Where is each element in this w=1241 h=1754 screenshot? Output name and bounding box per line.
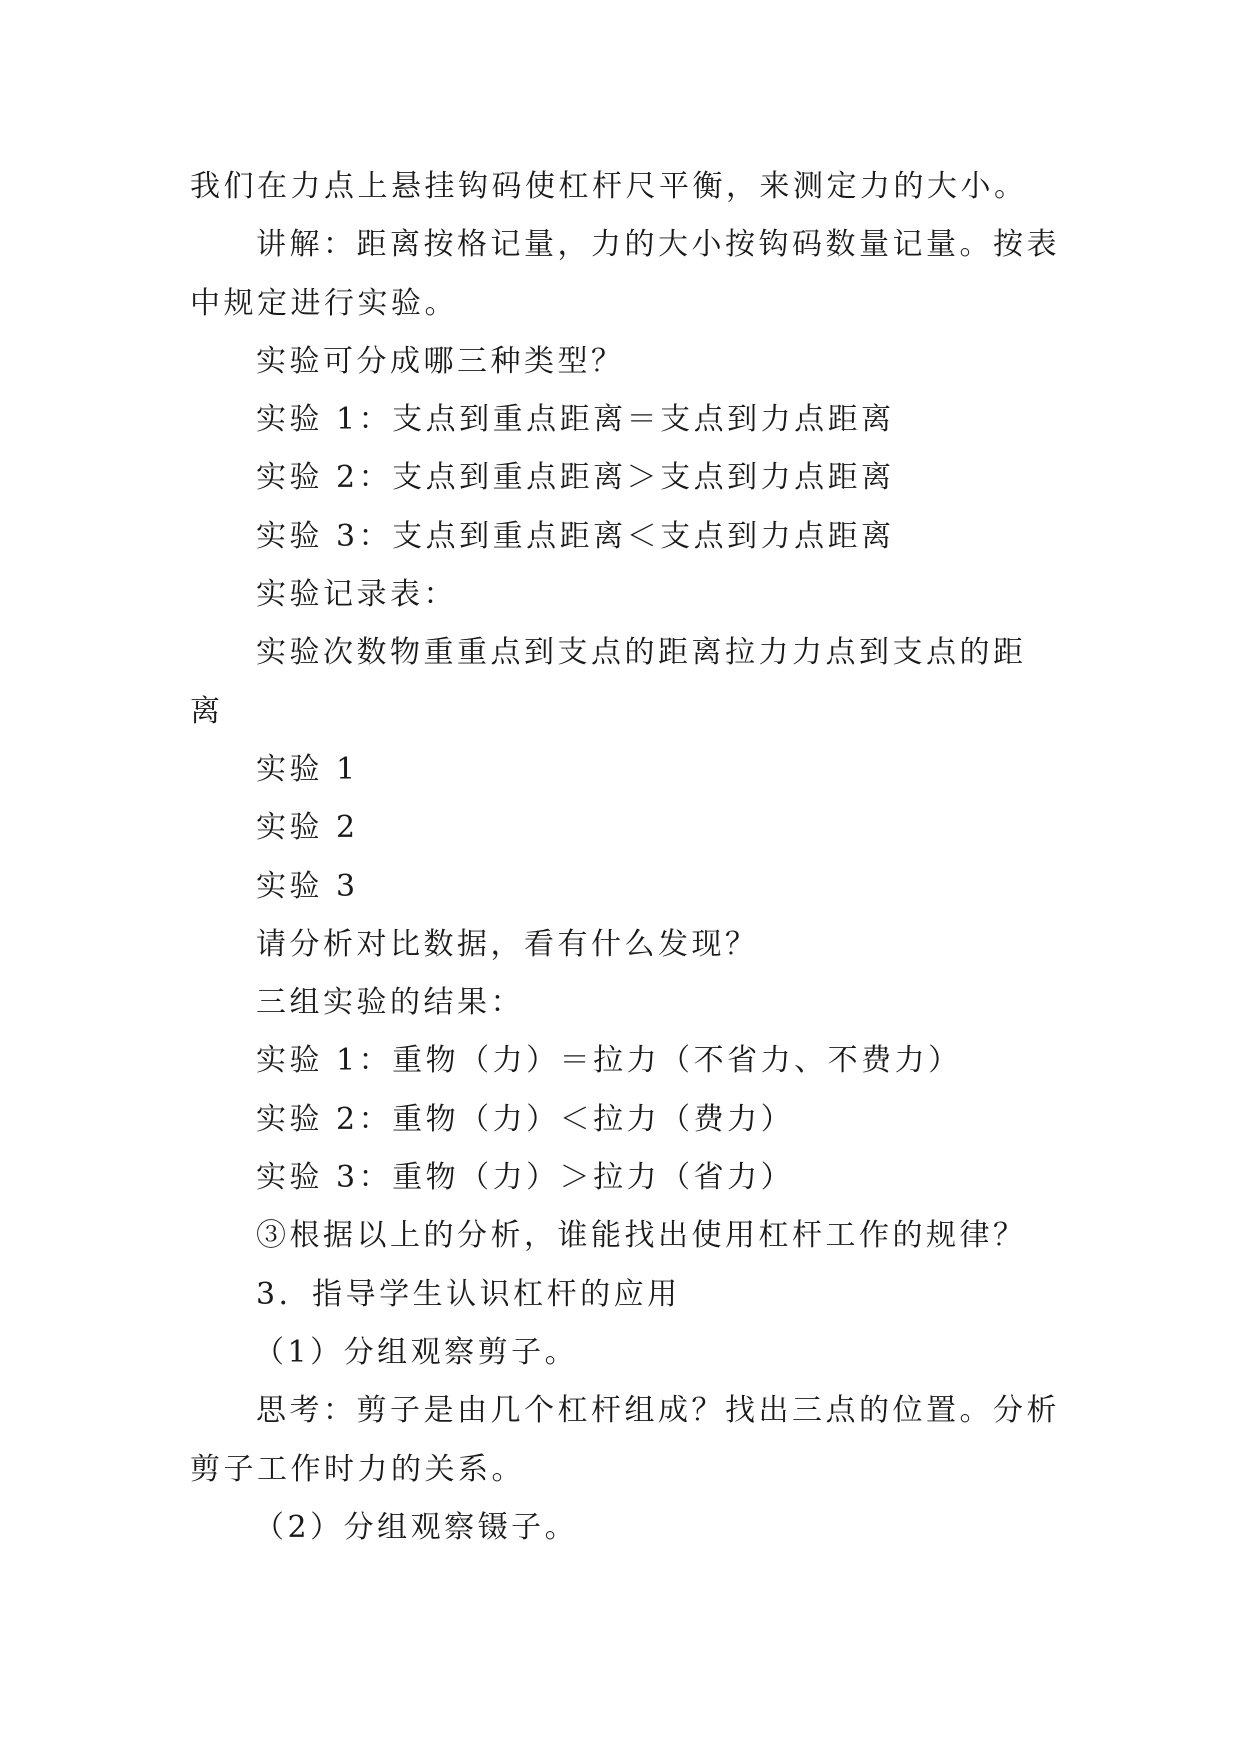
paragraph-line: 请分析对比数据，看有什么发现？ <box>256 926 759 962</box>
paragraph-line: 实验 3：重物（力）＞拉力（省力） <box>256 1160 795 1196</box>
paragraph-line: 实验记录表： <box>256 577 457 613</box>
paragraph-line: 中规定进行实验。 <box>190 285 458 321</box>
paragraph-line: 思考：剪子是由几个杠杆组成？找出三点的位置。分析 <box>256 1393 1060 1429</box>
paragraph-line: （1）分组观察剪子。 <box>254 1334 579 1370</box>
paragraph-line: 实验 1：重物（力）＝拉力（不省力、不费力） <box>256 1043 962 1079</box>
paragraph-line: 三组实验的结果： <box>256 985 524 1021</box>
paragraph-line: ③根据以上的分析，谁能找出使用杠杆工作的规律？ <box>256 1218 1027 1254</box>
paragraph-line: 实验 1 <box>256 751 359 787</box>
paragraph-line: 实验 2 <box>256 810 359 846</box>
paragraph-line: （2）分组观察镊子。 <box>254 1509 579 1545</box>
paragraph-line: 实验 3：支点到重点距离＜支点到力点距离 <box>256 518 895 554</box>
paragraph-line: 实验 2：重物（力）＜拉力（费力） <box>256 1101 795 1137</box>
paragraph-line: 实验 1：支点到重点距离＝支点到力点距离 <box>256 402 895 438</box>
paragraph-line: 剪子工作时力的关系。 <box>190 1451 525 1487</box>
paragraph-line: 实验 3 <box>256 868 359 904</box>
paragraph-line: 我们在力点上悬挂钩码使杠杆尺平衡，来测定力的大小。 <box>190 169 1028 204</box>
paragraph-line: 实验次数物重重点到支点的距离拉力力点到支点的距 <box>256 635 1027 671</box>
paragraph-line: 讲解：距离按格记量，力的大小按钩码数量记量。按表 <box>256 227 1060 263</box>
document-body <box>190 158 1060 1557</box>
paragraph-line: 3．指导学生认识杠杆的应用 <box>256 1276 681 1312</box>
paragraph-line: 实验可分成哪三种类型？ <box>256 343 625 379</box>
paragraph-line: 实验 2：支点到重点距离＞支点到力点距离 <box>256 460 895 496</box>
paragraph-line: 离 <box>190 693 224 729</box>
